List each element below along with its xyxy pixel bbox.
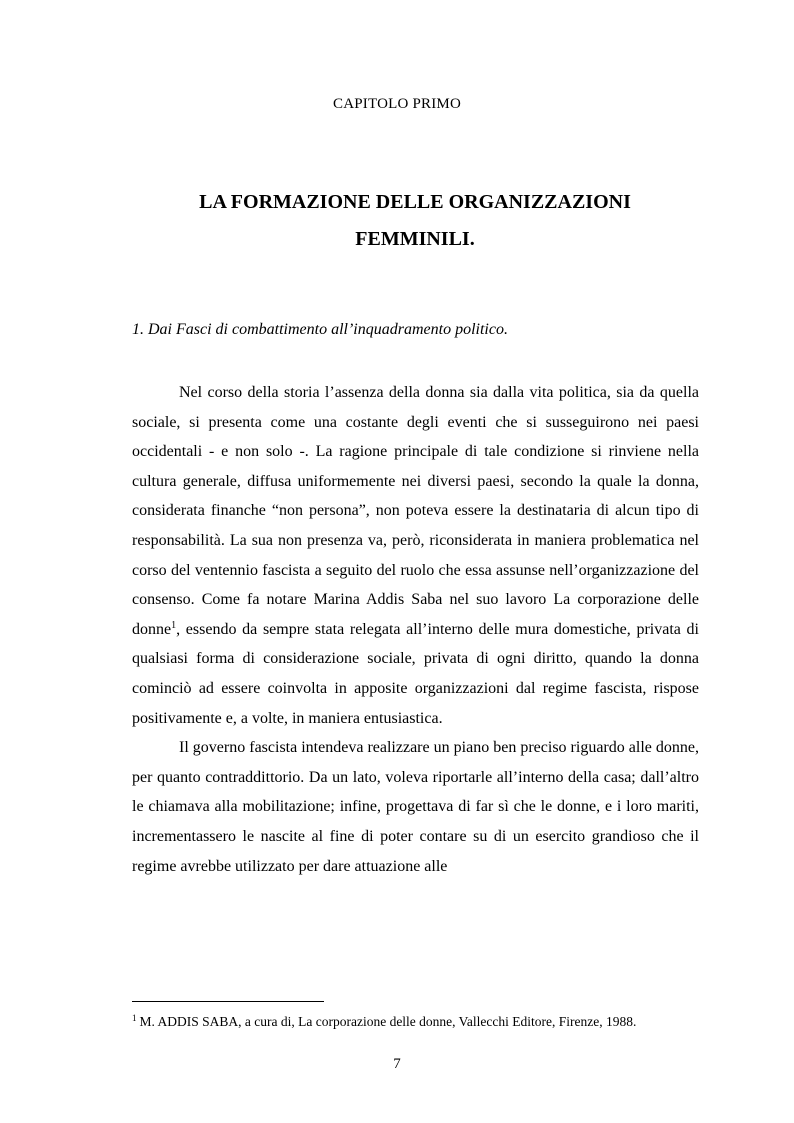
- footnote-separator: [132, 1001, 324, 1002]
- chapter-label: CAPITOLO PRIMO: [333, 96, 461, 112]
- page-number: 7: [393, 1056, 401, 1072]
- chapter-title: [150, 184, 680, 258]
- footnote: [132, 1013, 699, 1031]
- paragraph-1-text-continued: , essendo da sempre stata relegata all’interno delle mura domestiche, privata di qualsiasi forma di considerazione sociale, privata di ogni diritto, quando la donna cominciò ad essere coinvolta in apposite organizzazioni dal regime fascista, rispose positivamente e, a volte, in maniera entusiastica.: [132, 620, 699, 727]
- paragraph-1-text: Nel corso della storia l’assenza della donna sia dalla vita politica, sia da quella sociale, si presenta come una costante degli eventi che si susseguirono nei paesi occidentali - e non solo -. La ragione principale di tale condizione si rinviene nella cultura generale, diffusa uniformemente nei diversi paesi, secondo la quale la donna, considerata finanche “non persona”, non poteva essere la destinataria di alcun tipo di responsabilità. La sua non presenza va, però, riconsiderata in maniera problematica nel corso del ventennio fascista a seguito del ruolo che essa assunse nell’organizzazione del consenso. Come fa notare Marina Addis Saba nel suo lavoro La corporazione delle donne: [132, 384, 699, 638]
- body-text: [132, 378, 699, 881]
- chapter-title-line-2: FEMMINILI.: [355, 228, 475, 250]
- paragraph-2: Il governo fascista intendeva realizzare un piano ben preciso riguardo alle donne, per quanto contraddittorio. Da un lato, voleva riportarle all’interno della casa; dall’altro le chiamava alla mobilitazione; infine, progettava di far sì che le donne, e i loro mariti, incrementassero le nascite al fine di poter contare su di un esercito grandioso che il regime avrebbe utilizzato per dare attuazione alle: [132, 739, 699, 875]
- chapter-title-line-1: LA FORMAZIONE DELLE ORGANIZZAZIONI: [199, 191, 631, 213]
- footnote-marker: 1: [132, 1013, 137, 1023]
- paragraph-1: [132, 378, 699, 733]
- section-heading: 1. Dai Fasci di combattimento all’inquadramento politico.: [132, 321, 508, 338]
- footnote-reference: 1: [171, 619, 177, 631]
- footnote-text: M. ADDIS SABA, a cura di, La corporazione delle donne, Vallecchi Editore, Firenze, 1988.: [139, 1014, 637, 1029]
